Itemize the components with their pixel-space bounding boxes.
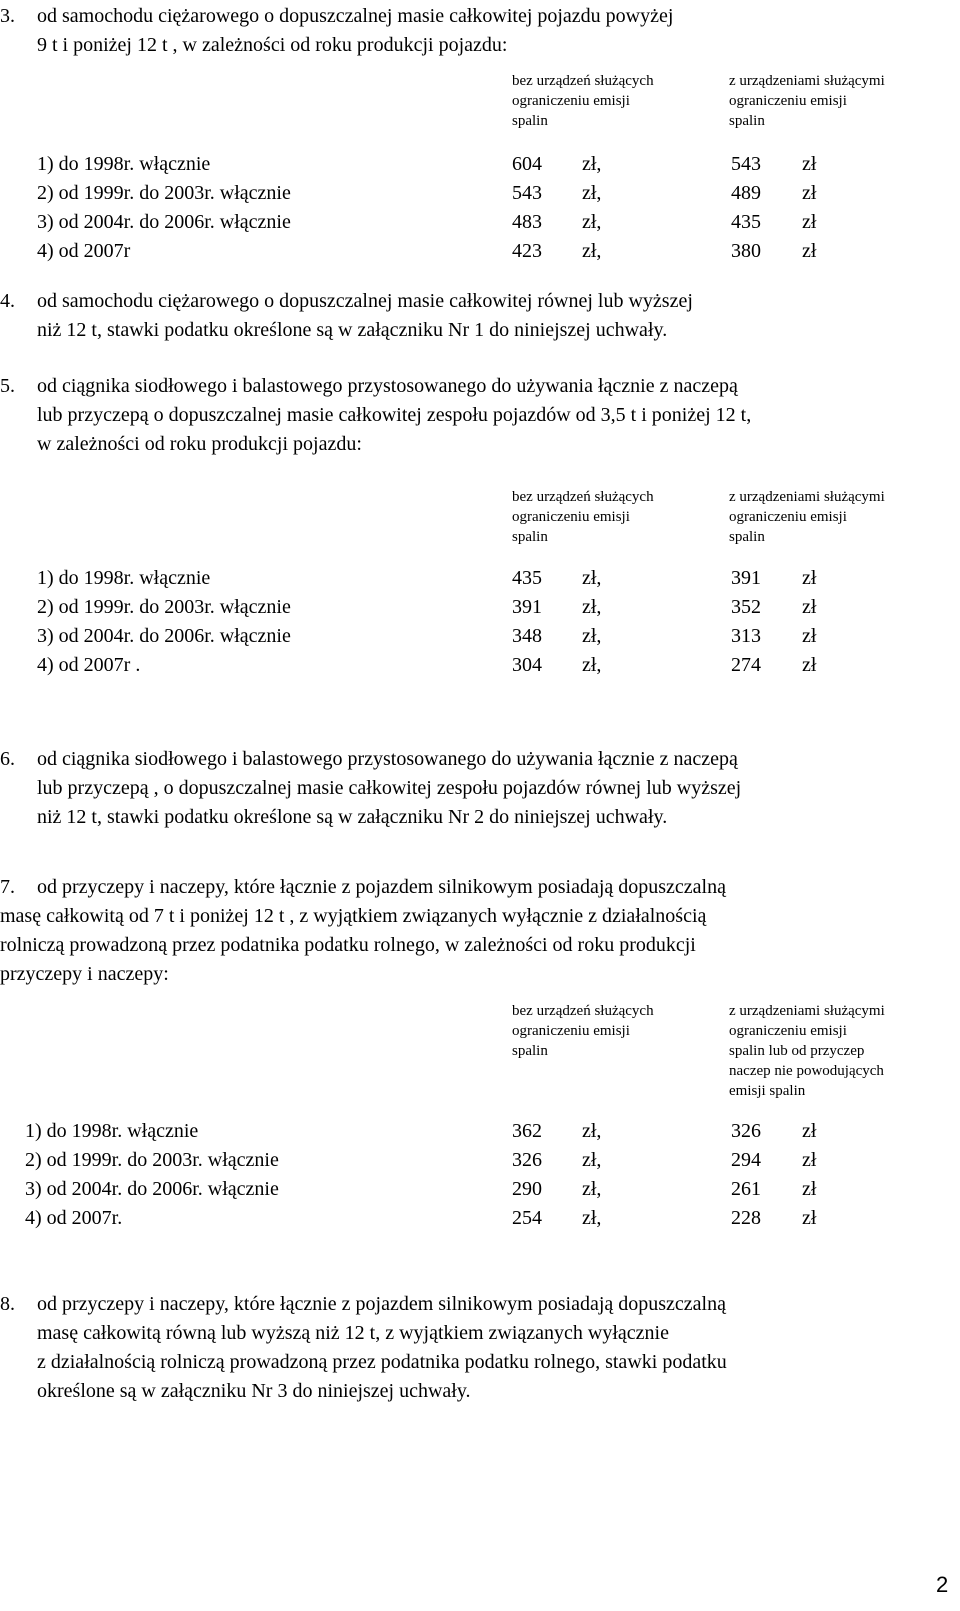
section-5-line-3: w zależności od roku produkcji pojazdu:	[37, 433, 362, 455]
section-5-row-unit2: zł	[802, 567, 817, 589]
section-4-line-1: od samochodu ciężarowego o dopuszczalnej masie całkowitej równej lub wyższej	[37, 290, 693, 312]
section-7-col2-header: z urządzeniami służącymi ograniczeniu emisji spalin lub od przyczep naczep nie powodujących emisji spalin	[729, 1003, 885, 1099]
section-3-row-label: 2) od 1999r. do 2003r. włącznie	[37, 182, 291, 204]
section-3-row-value2: 380	[731, 240, 761, 262]
section-5-row-value2: 352	[731, 596, 761, 618]
section-6-line-3: niż 12 t, stawki podatku określone są w załączniku Nr 2 do niniejszej uchwały.	[37, 806, 668, 828]
section-5-row-unit1: zł,	[582, 654, 602, 676]
section-5-row-unit2: zł	[802, 596, 817, 618]
section-3-row-value1: 423	[512, 240, 542, 262]
section-5-row-label: 4) od 2007r .	[37, 654, 141, 676]
section-3-row-unit2: zł	[802, 153, 817, 175]
section-3-row-unit2: zł	[802, 211, 817, 233]
section-7-row-value1: 326	[512, 1149, 542, 1171]
section-8-line-1: od przyczepy i naczepy, które łącznie z pojazdem silnikowym posiadają dopuszczalną	[37, 1293, 726, 1315]
section-4-line-2: niż 12 t, stawki podatku określone są w załączniku Nr 1 do niniejszej uchwały.	[37, 319, 668, 341]
section-3-row-value1: 604	[512, 153, 542, 175]
section-5-row-unit1: zł,	[582, 625, 602, 647]
section-5-row-label: 1) do 1998r. włącznie	[37, 567, 211, 589]
section-3-row-value2: 543	[731, 153, 761, 175]
section-3-row-label: 3) od 2004r. do 2006r. włącznie	[37, 211, 291, 233]
section-3-row-label: 1) do 1998r. włącznie	[37, 153, 211, 175]
section-7-row-unit1: zł,	[582, 1178, 602, 1200]
section-8-line-3: z działalnością rolniczą prowadzoną przez podatnika podatku rolnego, stawki podatku	[37, 1351, 727, 1373]
section-3-row-unit2: zł	[802, 240, 817, 262]
section-7-row-value2: 228	[731, 1207, 761, 1229]
section-3-number: 3.	[0, 5, 15, 27]
section-5-line-2: lub przyczepą o dopuszczalnej masie całkowitej zespołu pojazdów od 3,5 t i poniżej 12 t,	[37, 404, 752, 426]
section-8-line-2: masę całkowitą równą lub wyższą niż 12 t, z wyjątkiem związanych wyłącznie	[37, 1322, 669, 1344]
section-5-row-unit2: zł	[802, 654, 817, 676]
section-7-row-unit1: zł,	[582, 1120, 602, 1142]
section-6-number: 6.	[0, 748, 15, 770]
section-3-row-unit1: zł,	[582, 240, 602, 262]
section-3-row-value1: 483	[512, 211, 542, 233]
section-5-row-unit1: zł,	[582, 567, 602, 589]
section-5-row-value1: 435	[512, 567, 542, 589]
section-7-line-2: masę całkowitą od 7 t i poniżej 12 t , z wyjątkiem związanych wyłącznie z działalnością	[0, 905, 707, 927]
section-7-row-value2: 294	[731, 1149, 761, 1171]
section-6-line-2: lub przyczepą , o dopuszczalnej masie całkowitej zespołu pojazdów równej lub wyższej	[37, 777, 742, 799]
section-7-row-unit1: zł,	[582, 1207, 602, 1229]
section-3-row-value1: 543	[512, 182, 542, 204]
section-6-line-1: od ciągnika siodłowego i balastowego przystosowanego do używania łącznie z naczepą	[37, 748, 738, 770]
section-5-row-value1: 391	[512, 596, 542, 618]
section-5-row-label: 2) od 1999r. do 2003r. włącznie	[37, 596, 291, 618]
section-7-row-value1: 362	[512, 1120, 542, 1142]
section-3-line-1: od samochodu ciężarowego o dopuszczalnej masie całkowitej pojazdu powyżej	[37, 5, 674, 27]
section-5-col2-header: z urządzeniami służącymi ograniczeniu emisji spalin	[729, 489, 885, 545]
section-7-row-value2: 326	[731, 1120, 761, 1142]
section-5-row-unit1: zł,	[582, 596, 602, 618]
section-7-number: 7.	[0, 876, 15, 898]
section-7-row-unit2: zł	[802, 1149, 817, 1171]
section-3-row-unit1: zł,	[582, 153, 602, 175]
section-7-row-value1: 290	[512, 1178, 542, 1200]
section-5-row-unit2: zł	[802, 625, 817, 647]
section-7-line-4: przyczepy i naczepy:	[0, 963, 169, 985]
section-7-row-label: 1) do 1998r. włącznie	[25, 1120, 199, 1142]
section-5-row-value1: 304	[512, 654, 542, 676]
section-7-row-value2: 261	[731, 1178, 761, 1200]
section-4-number: 4.	[0, 290, 15, 312]
section-7-col1-header: bez urządzeń służących ograniczeniu emisji spalin	[512, 1003, 654, 1059]
section-3-row-label: 4) od 2007r	[37, 240, 131, 262]
section-7-row-unit2: zł	[802, 1207, 817, 1229]
section-3-row-value2: 435	[731, 211, 761, 233]
section-5-row-value2: 391	[731, 567, 761, 589]
section-5-row-label: 3) od 2004r. do 2006r. włącznie	[37, 625, 291, 647]
section-5-line-1: od ciągnika siodłowego i balastowego przystosowanego do używania łącznie z naczepą	[37, 375, 738, 397]
section-7-row-unit1: zł,	[582, 1149, 602, 1171]
section-7-line-3: rolniczą prowadzoną przez podatnika podatku rolnego, w zależności od roku produkcji	[0, 934, 696, 956]
page-number: 2	[936, 1572, 949, 1597]
section-3-line-2: 9 t i poniżej 12 t , w zależności od roku produkcji pojazdu:	[37, 34, 508, 56]
section-3-row-unit2: zł	[802, 182, 817, 204]
section-3-row-unit1: zł,	[582, 182, 602, 204]
section-3-row-value2: 489	[731, 182, 761, 204]
section-7-row-label: 4) od 2007r.	[25, 1207, 123, 1229]
section-5-row-value1: 348	[512, 625, 542, 647]
section-7-line-1: od przyczepy i naczepy, które łącznie z pojazdem silnikowym posiadają dopuszczalną	[37, 876, 726, 898]
section-5-col1-header: bez urządzeń służących ograniczeniu emisji spalin	[512, 489, 654, 545]
section-7-row-label: 3) od 2004r. do 2006r. włącznie	[25, 1178, 279, 1200]
section-3-col1-header: bez urządzeń służących ograniczeniu emisji spalin	[512, 73, 654, 129]
section-7-row-unit2: zł	[802, 1178, 817, 1200]
section-7-row-label: 2) od 1999r. do 2003r. włącznie	[25, 1149, 279, 1171]
section-5-row-value2: 274	[731, 654, 761, 676]
section-5-row-value2: 313	[731, 625, 761, 647]
section-7-row-value1: 254	[512, 1207, 542, 1229]
section-8-number: 8.	[0, 1293, 15, 1315]
section-3-col2-header: z urządzeniami służącymi ograniczeniu emisji spalin	[729, 73, 885, 129]
section-7-row-unit2: zł	[802, 1120, 817, 1142]
section-3-row-unit1: zł,	[582, 211, 602, 233]
section-5-number: 5.	[0, 375, 15, 397]
section-8-line-4: określone są w załączniku Nr 3 do niniejszej uchwały.	[37, 1380, 471, 1402]
